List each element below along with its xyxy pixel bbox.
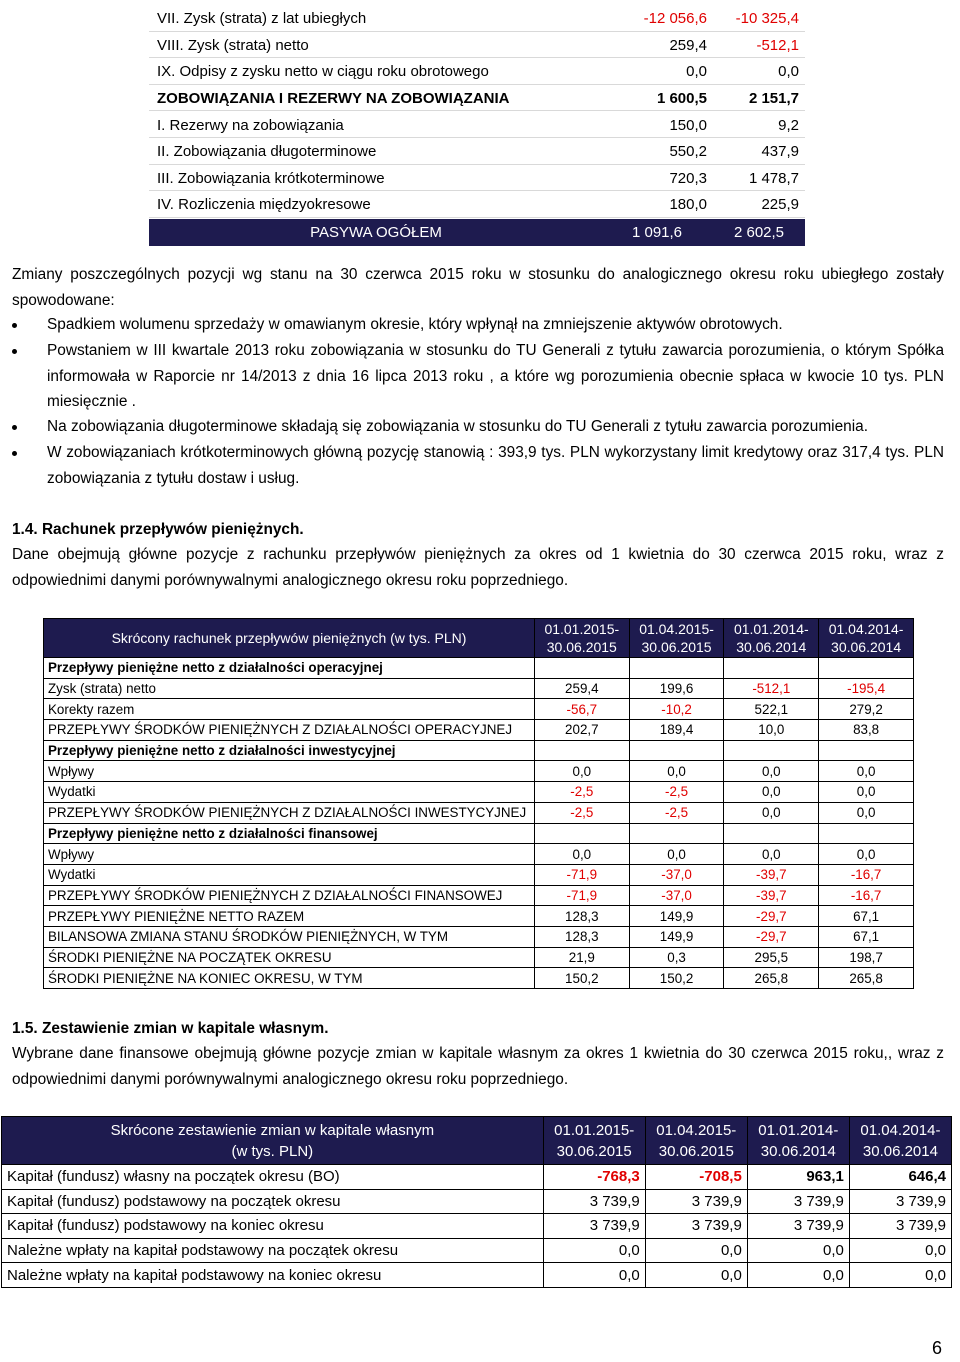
value-cell: 522,1	[724, 699, 819, 720]
row-label: ZOBOWIĄZANIA I REZERWY NA ZOBOWIĄZANIA	[149, 85, 601, 112]
cashflow-row	[44, 926, 914, 947]
cashflow-row	[44, 885, 914, 906]
value-cell: -71,9	[534, 885, 629, 906]
value-cell: 150,2	[629, 968, 724, 989]
value-cell: -2,5	[534, 782, 629, 803]
equity-row	[2, 1214, 952, 1239]
value-cell: 0,0	[819, 844, 914, 865]
value-cell: 202,7	[534, 720, 629, 741]
liabilities-row	[149, 112, 805, 139]
value-cell: 0,0	[534, 761, 629, 782]
cashflow-row	[44, 658, 914, 679]
value-cell: 0,0	[543, 1238, 645, 1263]
row-label: Przepływy pieniężne netto z działalności finansowej	[44, 823, 535, 844]
value-cell: 3 739,9	[849, 1214, 951, 1239]
value-cell: -16,7	[819, 885, 914, 906]
value-cell: 3 739,9	[747, 1214, 849, 1239]
bullet-icon	[12, 425, 17, 430]
value-cell: 963,1	[747, 1165, 849, 1190]
value-cell: -708,5	[645, 1165, 747, 1190]
value-cell: 128,3	[534, 926, 629, 947]
row-label: Wydatki	[44, 864, 535, 885]
value-cell	[724, 740, 819, 761]
value-cell: 0,0	[713, 59, 805, 86]
liabilities-row	[149, 32, 805, 59]
value-cell: -56,7	[534, 699, 629, 720]
value-cell: 1 600,5	[601, 85, 713, 112]
cashflow-table-title: Skrócony rachunek przepływów pieniężnych (w tys. PLN)	[44, 619, 535, 658]
row-label: Kapitał (fundusz) podstawowy na początek okresu	[2, 1189, 544, 1214]
value-cell: 437,9	[713, 138, 805, 165]
cashflow-row	[44, 802, 914, 823]
value-cell: -16,7	[819, 864, 914, 885]
value-cell: 10,0	[724, 720, 819, 741]
value-cell: 3 739,9	[543, 1214, 645, 1239]
cashflow-row	[44, 740, 914, 761]
value-cell: 295,5	[724, 947, 819, 968]
value-cell: 0,0	[724, 802, 819, 823]
value-cell: 0,0	[747, 1238, 849, 1263]
column-header: 01.01.2015- 30.06.2015	[543, 1117, 645, 1165]
value-cell: 0,0	[724, 761, 819, 782]
value-cell: 67,1	[819, 906, 914, 927]
equity-row	[2, 1238, 952, 1263]
value-cell: 0,0	[819, 782, 914, 803]
value-cell: -512,1	[713, 32, 805, 59]
liabilities-row	[149, 165, 805, 192]
value-cell	[534, 823, 629, 844]
value-cell	[534, 740, 629, 761]
value-cell: -71,9	[534, 864, 629, 885]
value-cell	[629, 740, 724, 761]
cashflow-row	[44, 864, 914, 885]
value-cell	[534, 658, 629, 679]
column-header: 01.04.2014- 30.06.2014	[849, 1117, 951, 1165]
row-label: III. Zobowiązania krótkoterminowe	[149, 165, 601, 192]
row-label: Wpływy	[44, 761, 535, 782]
row-label: Korekty razem	[44, 699, 535, 720]
value-cell	[819, 740, 914, 761]
value-cell: 3 739,9	[645, 1214, 747, 1239]
row-label: IX. Odpisy z zysku netto w ciągu roku obrotowego	[149, 59, 601, 86]
value-cell: -195,4	[819, 678, 914, 699]
row-label: Należne wpłaty na kapitał podstawowy na koniec okresu	[2, 1263, 544, 1288]
cashflow-row	[44, 720, 914, 741]
column-header: 01.01.2014- 30.06.2014	[724, 619, 819, 658]
value-cell	[724, 658, 819, 679]
value-cell: 0,3	[629, 947, 724, 968]
value-cell: 0,0	[601, 59, 713, 86]
value-cell	[629, 823, 724, 844]
row-label: Kapitał (fundusz) własny na początek okresu (BO)	[2, 1165, 544, 1190]
row-label: VIII. Zysk (strata) netto	[149, 32, 601, 59]
value-cell: 720,3	[601, 165, 713, 192]
value-cell: -512,1	[724, 678, 819, 699]
value-cell: 2 151,7	[713, 85, 805, 112]
value-cell: 0,0	[543, 1263, 645, 1288]
value-cell: 259,4	[534, 678, 629, 699]
equity-row	[2, 1165, 952, 1190]
row-label: Kapitał (fundusz) podstawowy na koniec okresu	[2, 1214, 544, 1239]
cashflow-table	[43, 618, 914, 989]
row-label: I. Rezerwy na zobowiązania	[149, 112, 601, 139]
value-cell: -12 056,6	[601, 6, 713, 32]
cashflow-row	[44, 678, 914, 699]
cashflow-row	[44, 906, 914, 927]
value-cell: 259,4	[601, 32, 713, 59]
value-cell: 3 739,9	[849, 1189, 951, 1214]
value-cell: 3 739,9	[747, 1189, 849, 1214]
column-header: 01.01.2014- 30.06.2014	[747, 1117, 849, 1165]
cashflow-row	[44, 761, 914, 782]
page-number: 6	[931, 1338, 942, 1358]
value-cell: 149,9	[629, 926, 724, 947]
value-cell: 189,4	[629, 720, 724, 741]
value-cell: -37,0	[629, 864, 724, 885]
value-cell: 0,0	[819, 802, 914, 823]
row-label: Wpływy	[44, 844, 535, 865]
cashflow-heading: 1.4. Rachunek przepływów pieniężnych.	[12, 521, 304, 538]
row-label: Należne wpłaty na kapitał podstawowy na początek okresu	[2, 1238, 544, 1263]
row-label: PRZEPŁYWY ŚRODKÓW PIENIĘŻNYCH Z DZIAŁALNOŚCI FINANSOWEJ	[44, 885, 535, 906]
value-cell: 279,2	[819, 699, 914, 720]
row-label: BILANSOWA ZMIANA STANU ŚRODKÓW PIENIĘŻNYCH, W TYM	[44, 926, 535, 947]
value-cell: 0,0	[724, 782, 819, 803]
column-header: 01.04.2015- 30.06.2015	[645, 1117, 747, 1165]
liabilities-table	[149, 6, 805, 247]
column-header: 01.04.2014- 30.06.2014	[819, 619, 914, 658]
total-value: 1 091,6	[601, 218, 713, 246]
liabilities-total-row	[149, 218, 805, 246]
equity-row	[2, 1189, 952, 1214]
value-cell: 0,0	[645, 1238, 747, 1263]
value-cell: -39,7	[724, 885, 819, 906]
row-label: PRZEPŁYWY ŚRODKÓW PIENIĘŻNYCH Z DZIAŁALNOŚCI INWESTYCYJNEJ	[44, 802, 535, 823]
cashflow-row	[44, 844, 914, 865]
equity-table-title: Skrócone zestawienie zmian w kapitale własnym (w tys. PLN)	[2, 1117, 544, 1165]
equity-heading: 1.5. Zestawienie zmian w kapitale własnym.	[12, 1020, 329, 1037]
liabilities-row	[149, 138, 805, 165]
value-cell: -10 325,4	[713, 6, 805, 32]
value-cell: 83,8	[819, 720, 914, 741]
row-label: PRZEPŁYWY PIENIĘŻNE NETTO RAZEM	[44, 906, 535, 927]
value-cell	[819, 823, 914, 844]
value-cell: -2,5	[534, 802, 629, 823]
value-cell: 265,8	[724, 968, 819, 989]
row-label: Zysk (strata) netto	[44, 678, 535, 699]
value-cell: 21,9	[534, 947, 629, 968]
value-cell: -37,0	[629, 885, 724, 906]
bullet-item: Na zobowiązania długoterminowe składają się zobowiązania w stosunku do TU Generali z tytułu zawarcia porozumienia.	[47, 418, 868, 435]
row-label: VII. Zysk (strata) z lat ubiegłych	[149, 6, 601, 32]
value-cell: 150,0	[601, 112, 713, 139]
value-cell: -2,5	[629, 802, 724, 823]
value-cell: 265,8	[819, 968, 914, 989]
cashflow-row	[44, 968, 914, 989]
bullet-item: Spadkiem wolumenu sprzedaży w omawianym okresie, który wpłynął na zmniejszenie aktywów obrotowych.	[47, 316, 783, 333]
liabilities-row	[149, 85, 805, 112]
cashflow-row	[44, 699, 914, 720]
bullet-icon	[12, 323, 17, 328]
cashflow-description: Dane obejmują główne pozycje z rachunku przepływów pieniężnych za okres od 1 kwietnia do 30 czerwca 2015 roku, wraz z odpowiednimi danymi porównywalnymi analogicznego okresu roku poprzedniego.	[12, 546, 944, 589]
liabilities-row	[149, 192, 805, 219]
liabilities-row	[149, 6, 805, 32]
value-cell: 0,0	[747, 1263, 849, 1288]
value-cell: 150,2	[534, 968, 629, 989]
row-label: PRZEPŁYWY ŚRODKÓW PIENIĘŻNYCH Z DZIAŁALNOŚCI OPERACYJNEJ	[44, 720, 535, 741]
value-cell: 0,0	[534, 844, 629, 865]
value-cell: 199,6	[629, 678, 724, 699]
bullet-item: W zobowiązaniach krótkoterminowych główną pozycję stanowią : 393,9 tys. PLN wykorzystany limit kredytowy oraz 317,4 tys. PLN zobowiązania z tytułu dostaw i usług.	[47, 444, 944, 487]
value-cell: 149,9	[629, 906, 724, 927]
value-cell: 0,0	[629, 844, 724, 865]
value-cell: -10,2	[629, 699, 724, 720]
cashflow-row	[44, 823, 914, 844]
total-value: 2 602,5	[713, 218, 805, 246]
value-cell: 198,7	[819, 947, 914, 968]
value-cell: -2,5	[629, 782, 724, 803]
value-cell: -768,3	[543, 1165, 645, 1190]
cashflow-row	[44, 947, 914, 968]
row-label: Przepływy pieniężne netto z działalności inwestycyjnej	[44, 740, 535, 761]
cashflow-row	[44, 782, 914, 803]
row-label: ŚRODKI PIENIĘŻNE NA POCZĄTEK OKRESU	[44, 947, 535, 968]
liabilities-row	[149, 59, 805, 86]
value-cell: -29,7	[724, 926, 819, 947]
value-cell	[629, 658, 724, 679]
value-cell	[819, 658, 914, 679]
bullet-icon	[12, 349, 17, 354]
value-cell: 0,0	[629, 761, 724, 782]
total-label: PASYWA OGÓŁEM	[149, 218, 601, 246]
value-cell: 0,0	[849, 1238, 951, 1263]
row-label: IV. Rozliczenia międzyokresowe	[149, 192, 601, 219]
value-cell: -29,7	[724, 906, 819, 927]
column-header: 01.04.2015- 30.06.2015	[629, 619, 724, 658]
equity-table	[1, 1116, 952, 1288]
row-label: II. Zobowiązania długoterminowe	[149, 138, 601, 165]
value-cell: 3 739,9	[543, 1189, 645, 1214]
row-label: Przepływy pieniężne netto z działalności operacyjnej	[44, 658, 535, 679]
value-cell: 1 478,7	[713, 165, 805, 192]
row-label: ŚRODKI PIENIĘŻNE NA KONIEC OKRESU, W TYM	[44, 968, 535, 989]
value-cell: 0,0	[849, 1263, 951, 1288]
value-cell: 0,0	[724, 844, 819, 865]
value-cell: 0,0	[819, 761, 914, 782]
value-cell: 67,1	[819, 926, 914, 947]
changes-intro: Zmiany poszczególnych pozycji wg stanu na 30 czerwca 2015 roku w stosunku do analogicznego okresu roku ubiegłego zostały spowodowane:	[12, 266, 944, 309]
value-cell: 128,3	[534, 906, 629, 927]
value-cell: 9,2	[713, 112, 805, 139]
value-cell: 550,2	[601, 138, 713, 165]
bullet-item: Powstaniem w III kwartale 2013 roku zobowiązania w stosunku do TU Generali z tytułu zawarcia porozumienia, o którym Spółka informowała w Raporcie nr 14/2013 z dnia 16 lipca 2013 roku , a które wg porozumienia obecnie spłaca w kwocie 10 tys. PLN miesięcznie .	[47, 342, 944, 410]
value-cell: 180,0	[601, 192, 713, 219]
equity-row	[2, 1263, 952, 1288]
value-cell: 0,0	[645, 1263, 747, 1288]
equity-description: Wybrane dane finansowe obejmują główne pozycje zmian w kapitale własnym za okres 1 kwietnia do 30 czerwca 2015 roku,, wraz z odpowiednimi danymi porównywalnymi analogicznego okresu roku poprzedniego.	[12, 1045, 944, 1088]
value-cell	[724, 823, 819, 844]
bullet-icon	[12, 451, 17, 456]
row-label: Wydatki	[44, 782, 535, 803]
value-cell: -39,7	[724, 864, 819, 885]
value-cell: 646,4	[849, 1165, 951, 1190]
column-header: 01.01.2015- 30.06.2015	[534, 619, 629, 658]
value-cell: 3 739,9	[645, 1189, 747, 1214]
value-cell: 225,9	[713, 192, 805, 219]
